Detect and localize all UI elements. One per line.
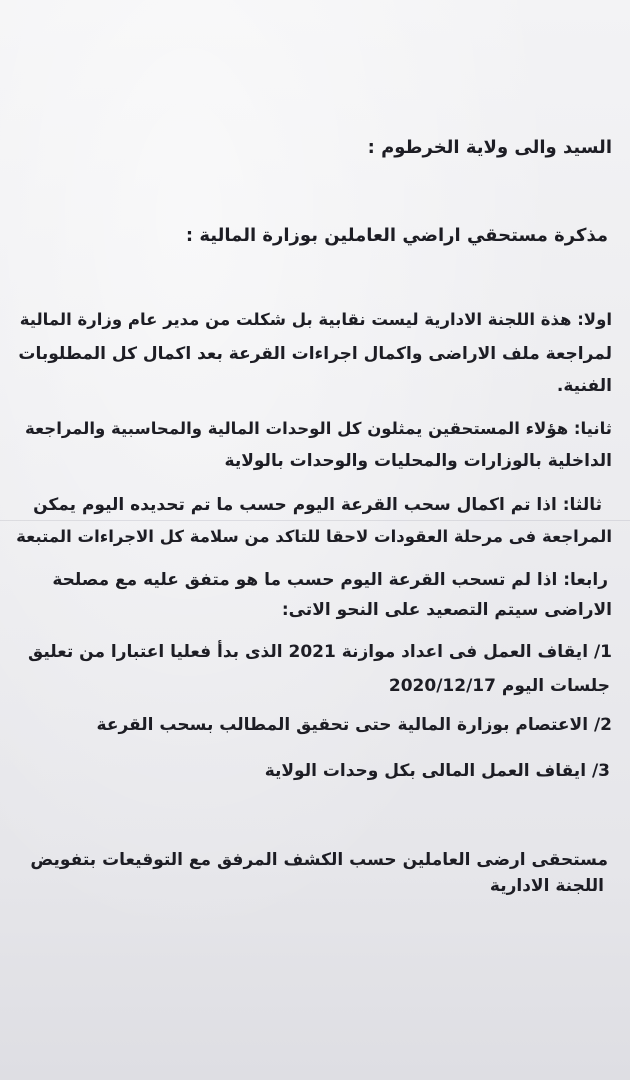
paragraph-fourth-line: الاراضى سيتم التصعيد على النحو الاتى:	[281, 600, 612, 620]
paragraph-third-line: ثالثا: اذا تم اكمال سحب القرعة اليوم حسب ما تم تحديده اليوم يمكن	[33, 495, 602, 515]
paragraph-fourth-line: رابعا: اذا لم تسحب القرعة اليوم حسب ما هو متفق عليه مع مصلحة	[52, 570, 608, 590]
paragraph-second-line: ثانيا: هؤلاء المستحقين يمثلون كل الوحدات المالية والمحاسبية والمراجعة	[24, 419, 612, 438]
escalation-item-2: 2/ الاعتصام بوزارة المالية حتى تحقيق المطالب بسحب القرعة	[96, 715, 612, 735]
closing-note: اللجنة الادارية	[489, 876, 604, 896]
paragraph-first-line: الفنية.	[556, 376, 612, 396]
escalation-item-3: 3/ ايقاف العمل المالى بكل وحدات الولاية	[264, 761, 610, 781]
escalation-item-1: 1/ ايقاف العمل فى اعداد موازنة 2021 الذى بدأ فعليا اعتبارا من تعليق	[28, 642, 612, 662]
salutation: السيد والى ولاية الخرطوم :	[367, 137, 612, 158]
paper-fold-line	[0, 520, 630, 521]
paragraph-first-line: لمراجعة ملف الاراضى واكمال اجراءات القرعة بعد اكمال كل المطلوبات	[18, 344, 612, 364]
paragraph-second-line: الداخلية بالوزارات والمحليات والوحدات بالولاية	[224, 451, 612, 471]
closing-note: مستحقى ارضى العاملين حسب الكشف المرفق مع التوقيعات بتفويض	[30, 850, 608, 870]
paragraph-third-line: المراجعة فى مرحلة العقودات لاحقا للتاكد من سلامة كل الاجراءات المتبعة	[16, 527, 612, 546]
escalation-item-1: جلسات اليوم 2020/12/17	[388, 676, 610, 696]
paragraph-first-line: اولا: هذة اللجنة الادارية ليست نقابية بل شكلت من مدير عام وزارة المالية	[19, 310, 612, 329]
memo-subject: مذكرة مستحقي اراضي العاملين بوزارة المالية :	[185, 225, 608, 246]
